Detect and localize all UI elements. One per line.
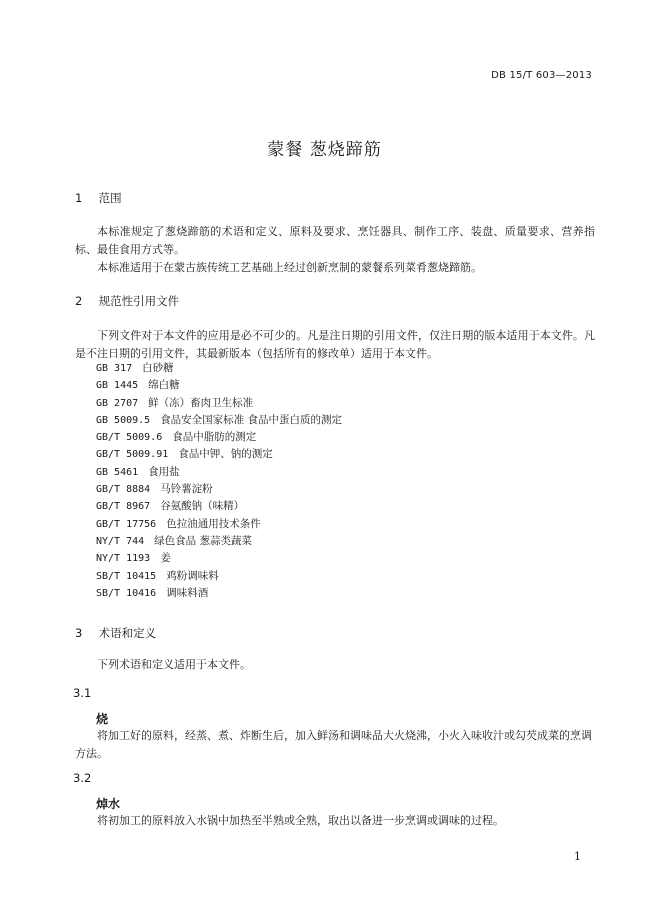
reference-item: [96, 412, 342, 429]
reference-code: GB 2707: [96, 397, 139, 409]
reference-code: NY/T 1193: [96, 553, 151, 565]
reference-name: 鸡粉调味料: [166, 569, 219, 582]
reference-list: [96, 360, 342, 602]
reference-name: 绵白糖: [148, 379, 180, 392]
reference-item: [96, 498, 342, 515]
section-title: 范围: [98, 191, 122, 205]
references-intro-paragraph: 下列文件对于本文件的应用是必不可少的。凡是注日期的引用文件，仅注日期的版本适用于本文件。凡是不注日期的引用文件，其最新版本（包括所有的修改单）适用于本文件。: [75, 329, 595, 360]
term-number: 3.1: [73, 686, 92, 700]
reference-code: GB/T 5009.91: [96, 449, 169, 461]
reference-name: 绿色食品 葱蒜类蔬菜: [154, 534, 253, 547]
reference-name: 鲜（冻）畜肉卫生标准: [148, 396, 254, 409]
reference-code: SB/T 10416: [96, 587, 157, 599]
reference-name: 食品中脂肪的测定: [172, 431, 257, 444]
reference-code: GB/T 8884: [96, 484, 151, 496]
reference-item: [96, 360, 342, 377]
term-definition: 将加工好的原料，经蒸、煮、炸断生后，加入鲜汤和调味品大火烧沸，小火入味收汁或勾芡成菜的烹调方法。: [75, 729, 592, 760]
reference-item: [96, 568, 342, 585]
reference-code: GB 5009.5: [96, 414, 151, 426]
reference-item: [96, 481, 342, 498]
reference-name: 谷氨酸钠（味精）: [160, 500, 245, 513]
reference-name: 调味料酒: [166, 586, 209, 599]
reference-item: [96, 429, 342, 446]
reference-code: GB 5461: [96, 466, 139, 478]
reference-item: [96, 377, 342, 394]
reference-code: GB 317: [96, 363, 133, 374]
reference-name: 色拉油通用技术条件: [166, 517, 261, 530]
reference-code: GB/T 17756: [96, 518, 157, 530]
document-code: DB 15/T 603—2013: [491, 70, 592, 81]
reference-item: [96, 516, 342, 533]
reference-code: GB 1445: [96, 380, 139, 392]
section-heading-scope: [75, 190, 122, 206]
document-title: 蒙餐 葱烧蹄筋: [267, 140, 382, 160]
reference-name: 姜: [160, 552, 171, 565]
term-name: 焯水: [96, 797, 121, 811]
section-number: 3: [75, 626, 83, 640]
section-heading-normative-references: [75, 293, 179, 309]
reference-name: 白砂糖: [142, 362, 174, 374]
term-definition: 将初加工的原料放入水锅中加热至半熟或全熟，取出以备进一步烹调或调味的过程。: [97, 814, 504, 827]
page-number: 1: [574, 850, 581, 863]
reference-item: [96, 395, 342, 412]
reference-name: 食品安全国家标准 食品中蛋白质的测定: [160, 413, 343, 426]
section-number: 2: [75, 294, 83, 308]
reference-code: GB/T 5009.6: [96, 432, 163, 444]
section-number: 1: [75, 191, 83, 205]
term-number: 3.2: [73, 771, 92, 785]
scope-paragraph-2: 本标准适用于在蒙古族传统工艺基础上经过创新烹制的蒙餐系列菜肴葱烧蹄筋。: [97, 261, 482, 274]
reference-item: [96, 585, 342, 602]
section-title: 术语和定义: [98, 626, 157, 640]
reference-name: 食品中钾、钠的测定: [178, 448, 273, 461]
terms-intro-paragraph: 下列术语和定义适用于本文件。: [97, 658, 251, 671]
reference-item: [96, 550, 342, 567]
reference-code: NY/T 744: [96, 535, 145, 547]
term-name: 烧: [96, 712, 109, 726]
section-title: 规范性引用文件: [98, 294, 180, 308]
reference-item: [96, 533, 342, 550]
reference-item: [96, 464, 342, 481]
section-heading-terms-and-definitions: [75, 625, 156, 641]
reference-code: SB/T 10415: [96, 570, 157, 582]
reference-name: 食用盐: [148, 465, 180, 478]
reference-item: [96, 446, 342, 463]
reference-code: GB/T 8967: [96, 501, 151, 513]
reference-name: 马铃薯淀粉: [160, 483, 213, 496]
scope-paragraph-1: 本标准规定了葱烧蹄筋的术语和定义、原料及要求、烹饪器具、制作工序、装盘、质量要求、营养指标、最佳食用方式等。: [75, 225, 595, 256]
